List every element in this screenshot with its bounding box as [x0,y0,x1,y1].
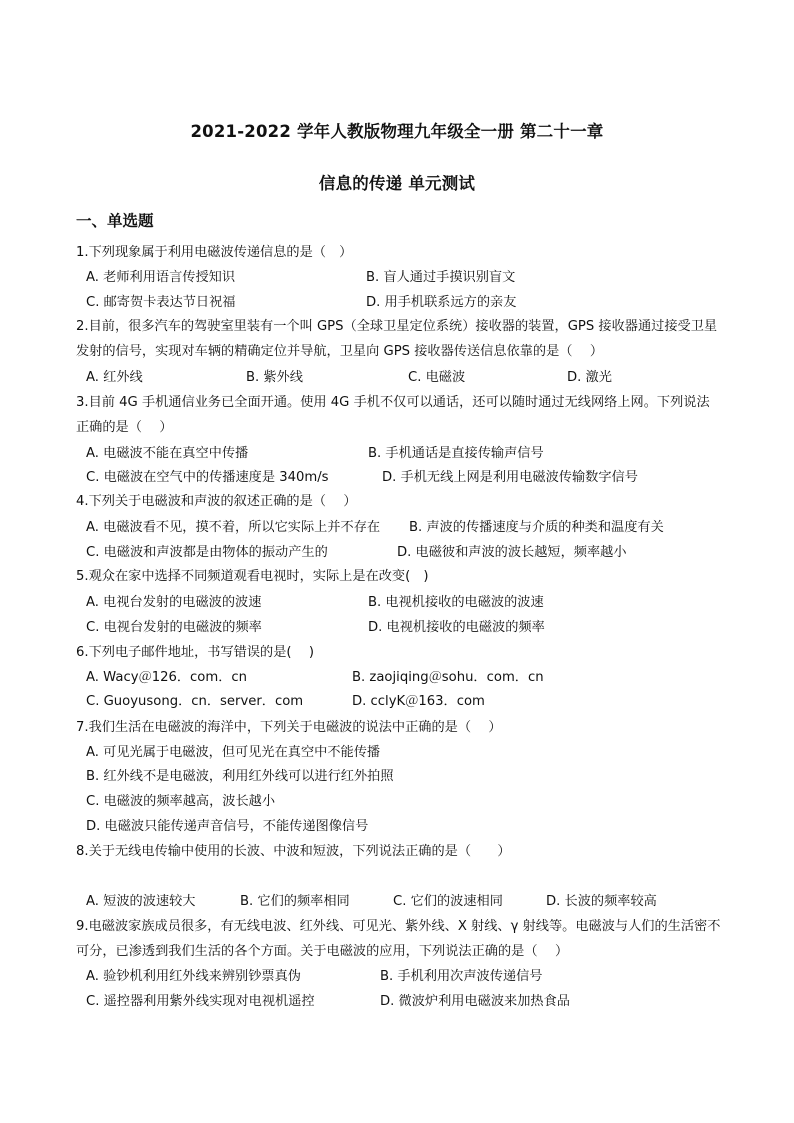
question-7-option-d: D. 电磁波只能传递声音信号，不能传递图像信号 [86,819,369,834]
question-8-stem: 8.关于无线电传输中使用的长波、中波和短波，下列说法正确的是（ ） [76,844,511,859]
question-7-option-b: B. 红外线不是电磁波，利用红外线可以进行红外拍照 [86,769,394,784]
question-1-option-c: C. 邮寄贺卡表达节日祝福 [86,295,236,310]
question-5-option-b: B. 电视机接收的电磁波的波速 [368,595,544,610]
question-6-option-b: B. zaojiqing＠sohu．com．cn [352,670,544,685]
question-5-option-c: C. 电视台发射的电磁波的频率 [86,620,262,635]
question-4-stem: 4.下列关于电磁波和声波的叙述正确的是（ ） [76,494,357,509]
question-6-option-c: C. Guoyusong．cn．server．com [86,694,304,709]
question-6-option-a: A. Wacy＠126．com．cn [86,670,248,685]
question-7-option-c: C. 电磁波的频率越高，波长越小 [86,794,276,809]
section-title: 一、单选题 [76,212,154,230]
question-2-option-b: B. 紫外线 [246,370,303,385]
question-9-option-a: A. 验钞机利用红外线来辨别钞票真伪 [86,969,301,984]
question-7-stem: 7.我们生活在电磁波的海洋中，下列关于电磁波的说法中正确的是（ ） [76,720,502,735]
question-6-option-d: D. cclyK＠163．com [352,694,485,709]
question-8-option-b: B. 它们的频率相同 [240,894,350,909]
question-9-stem: 9.电磁波家族成员很多，有无线电波、红外线、可见光、紫外线、X 射线、γ 射线等。电磁波与人们的生活密不可分，已渗透到我们生活的各个方面。关于电磁波的应用，下列说法正确的是（ ） [76,919,721,959]
question-3-option-a: A. 电磁波不能在真空中传播 [86,446,249,461]
question-1-option-d: D. 用手机联系远方的亲友 [366,295,517,310]
question-6-stem: 6.下列电子邮件地址，书写错误的是( ) [76,645,315,660]
question-5-option-a: A. 电视台发射的电磁波的波速 [86,595,262,610]
question-4-option-d: D. 电磁彼和声波的波长越短，频率越小 [397,545,627,560]
question-7-option-a: A. 可见光属于电磁波，但可见光在真空中不能传播 [86,745,381,760]
question-4-option-a: A. 电磁波看不见，摸不着，所以它实际上并不存在 [86,520,381,535]
question-9-option-c: C. 遥控器利用紫外线实现对电视机遥控 [86,994,315,1009]
question-2-option-a: A. 红外线 [86,370,143,385]
question-8-option-a: A. 短波的波速较大 [86,894,196,909]
question-2-stem: 2.目前，很多汽车的驾驶室里装有一个叫 GPS（全球卫星定位系统）接收器的装置，GPS 接收器通过接受卫星发射的信号，实现对车辆的精确定位并导航，卫星向 GPS 接收器传送信息依靠的是（ ） [76,319,718,359]
question-3-option-d: D. 手机无线上网是利用电磁波传输数字信号 [382,470,638,485]
question-1-stem: 1.下列现象属于利用电磁波传递信息的是（ ） [76,245,353,260]
question-1-option-a: A. 老师利用语言传授知识 [86,270,236,285]
title-line-2: 信息的传递 单元测试 [318,174,476,193]
question-3-option-b: B. 手机通话是直接传输声信号 [368,446,544,461]
question-4-option-b: B. 声波的传播速度与介质的种类和温度有关 [409,520,664,535]
question-5-stem: 5.观众在家中选择不同频道观看电视时，实际上是在改变( ) [76,569,429,584]
question-2-option-d: D. 激光 [567,370,612,385]
question-2-option-c: C. 电磁波 [408,370,466,385]
question-9-option-d: D. 微波炉利用电磁波来加热食品 [380,994,570,1009]
question-4-option-c: C. 电磁波和声波都是由物体的振动产生的 [86,545,328,560]
question-8-option-c: C. 它们的波速相同 [393,894,503,909]
question-5-option-d: D. 电视机接收的电磁波的频率 [368,620,545,635]
question-3-option-c: C. 电磁波在空气中的传播速度是 340m/s [86,470,329,485]
question-1-option-b: B. 盲人通过手摸识别盲文 [366,270,516,285]
question-3-stem: 3.目前 4G 手机通信业务已全面开通。使用 4G 手机不仅可以通话，还可以随时通过无线网络上网。下列说法正确的是（ ） [76,395,710,435]
title-line-1: 2021-2022 学年人教版物理九年级全一册 第二十一章 [190,122,604,141]
question-8-option-d: D. 长波的频率较高 [546,894,657,909]
question-9-option-b: B. 手机利用次声波传递信号 [380,969,543,984]
